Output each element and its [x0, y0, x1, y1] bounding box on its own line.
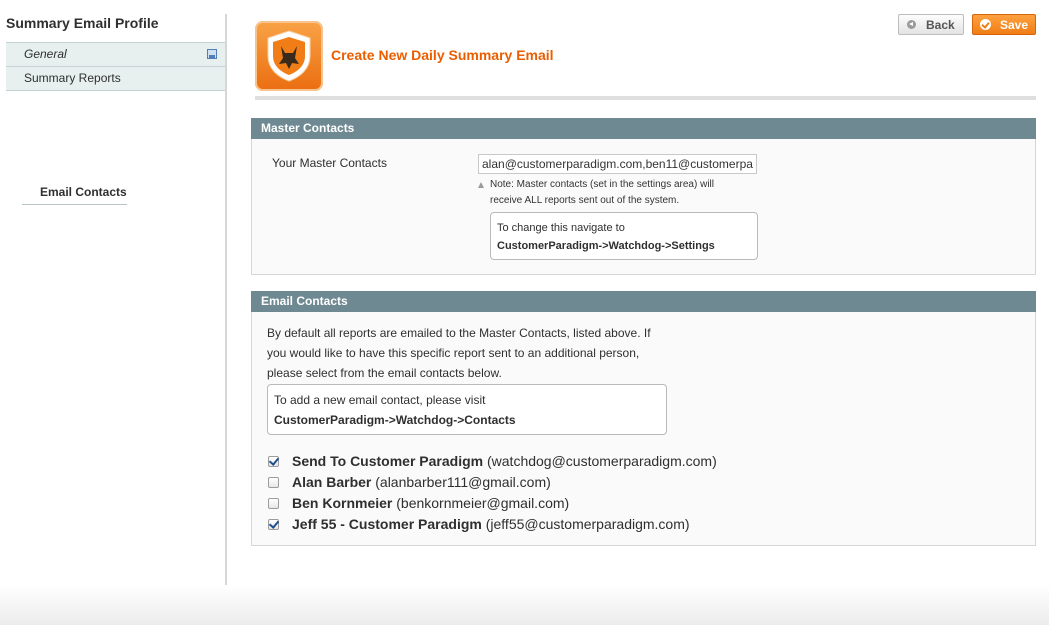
- master-contacts-note: [478, 177, 768, 209]
- tab-general-label: General: [24, 47, 67, 61]
- sidebar-tabs: [6, 42, 225, 199]
- contact-checkbox[interactable]: [268, 456, 279, 467]
- sidebar-title: Summary Email Profile: [6, 15, 159, 31]
- tab-summary-reports-label: Summary Reports: [24, 71, 121, 85]
- email-contacts-body: [251, 312, 1036, 546]
- back-button-label: Back: [926, 18, 955, 32]
- settings-info-line-2: CustomerParadigm->Watchdog->Settings: [497, 240, 715, 252]
- back-arrow-icon: [907, 20, 916, 29]
- page-title: Create New Daily Summary Email: [331, 47, 554, 63]
- master-contacts-body: [251, 139, 1036, 275]
- contact-item[interactable]: [268, 514, 717, 535]
- contact-name: Jeff 55 - Customer Paradigm: [292, 516, 482, 532]
- settings-info-line-1: To change this navigate to: [497, 222, 625, 234]
- watchdog-shield-icon: [255, 21, 323, 91]
- master-contacts-heading: Master Contacts: [251, 118, 1036, 139]
- contact-email: (benkornmeier@gmail.com): [396, 495, 570, 511]
- tab-summary-reports[interactable]: [6, 67, 225, 91]
- description-line-3: please select from the email contacts below.: [267, 366, 502, 380]
- contacts-list: [268, 451, 717, 535]
- description-line-1: By default all reports are emailed to the Master Contacts, listed above. If: [267, 326, 651, 340]
- contact-item[interactable]: [268, 451, 717, 472]
- header-divider: [255, 96, 1036, 100]
- contact-name: Send To Customer Paradigm: [292, 453, 484, 469]
- contact-name: Alan Barber: [292, 474, 372, 490]
- tab-email-contacts[interactable]: [22, 181, 127, 205]
- tab-general[interactable]: [6, 42, 225, 67]
- contact-checkbox[interactable]: [268, 477, 279, 488]
- contact-name: Ben Kornmeier: [292, 495, 393, 511]
- contacts-info-line-2: CustomerParadigm->Watchdog->Contacts: [274, 413, 516, 427]
- master-contacts-section: [251, 118, 1036, 275]
- contacts-info-line-1: To add a new email contact, please visit: [274, 393, 486, 407]
- tab-email-contacts-label: Email Contacts: [40, 185, 127, 199]
- description-line-2: you would like to have this specific report sent to an additional person,: [267, 346, 640, 360]
- contact-checkbox[interactable]: [268, 498, 279, 509]
- contact-item[interactable]: [268, 493, 717, 514]
- save-button-label: Save: [1000, 18, 1029, 32]
- email-contacts-section: [251, 291, 1036, 546]
- contact-email: (jeff55@customerparadigm.com): [485, 516, 690, 532]
- email-contacts-heading: Email Contacts: [251, 291, 1036, 312]
- master-contacts-input[interactable]: [478, 154, 757, 174]
- note-line-2: receive ALL reports sent out of the system.: [490, 195, 680, 206]
- contact-item[interactable]: [268, 472, 717, 493]
- contact-email: (alanbarber111@gmail.com): [375, 474, 551, 490]
- floppy-disk-icon: [207, 49, 217, 59]
- settings-info-box: [490, 212, 758, 260]
- check-circle-icon: [980, 19, 991, 30]
- note-line-1: Note: Master contacts (set in the settings area) will: [490, 179, 714, 190]
- contacts-info-box: [267, 384, 667, 435]
- contact-checkbox[interactable]: [268, 519, 279, 530]
- contact-email: (watchdog@customerparadigm.com): [487, 453, 717, 469]
- bottom-gradient: [0, 585, 1049, 625]
- sidebar-divider: [225, 14, 227, 585]
- up-triangle-icon: [478, 182, 484, 188]
- save-button[interactable]: [972, 14, 1036, 35]
- master-contacts-label: Your Master Contacts: [272, 156, 387, 170]
- sidebar: [0, 0, 227, 585]
- back-button[interactable]: [898, 14, 964, 35]
- email-contacts-description: [267, 323, 667, 383]
